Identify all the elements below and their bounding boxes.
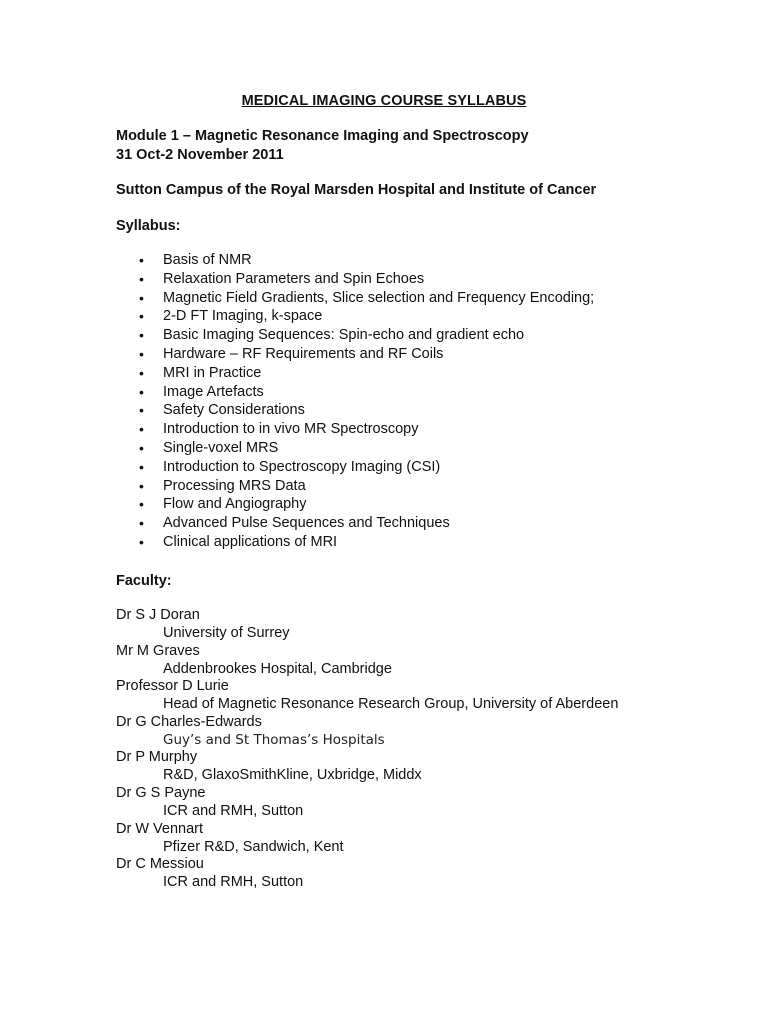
faculty-name: Dr G S Payne xyxy=(116,784,206,801)
syllabus-item-text: Introduction to in vivo MR Spectroscopy xyxy=(163,421,419,438)
faculty-affiliation: ICR and RMH, Sutton xyxy=(163,802,304,819)
faculty-name: Dr S J Doran xyxy=(116,607,200,623)
bullet-icon: • xyxy=(139,327,144,344)
bullet-icon: • xyxy=(139,458,144,475)
syllabus-heading: Syllabus: xyxy=(116,218,181,234)
bullet-icon: • xyxy=(139,308,144,325)
faculty-name: Dr P Murphy xyxy=(116,749,198,766)
syllabus-item-text: Advanced Pulse Sequences and Techniques xyxy=(163,515,450,532)
faculty-affiliation: Guy’s and St Thomas’s Hospitals xyxy=(163,731,385,748)
faculty-affiliation: ICR and RMH, Sutton xyxy=(163,874,304,891)
faculty-heading: Faculty: xyxy=(116,573,172,589)
bullet-icon: • xyxy=(139,439,144,456)
syllabus-item-text: 2-D FT Imaging, k-space xyxy=(163,308,323,325)
syllabus-item-text: Hardware – RF Requirements and RF Coils xyxy=(163,345,444,362)
syllabus-item-text: Processing MRS Data xyxy=(163,477,306,494)
syllabus-item-text: Image Artefacts xyxy=(163,383,264,400)
bullet-icon: • xyxy=(139,515,144,532)
syllabus-item-text: Flow and Angiography xyxy=(163,496,307,513)
faculty-affiliation: University of Surrey xyxy=(163,625,290,641)
faculty-affiliation: R&D, GlaxoSmithKline, Uxbridge, Middx xyxy=(163,767,422,784)
module-title: Module 1 – Magnetic Resonance Imaging and Spectroscopy xyxy=(116,128,529,144)
course-dates: 31 Oct-2 November 2011 xyxy=(116,147,284,163)
bullet-icon: • xyxy=(139,289,144,306)
syllabus-item-text: Relaxation Parameters and Spin Echoes xyxy=(163,270,425,287)
bullet-icon: • xyxy=(139,364,144,381)
bullet-icon: • xyxy=(139,421,144,438)
faculty-name: Dr G Charles-Edwards xyxy=(116,713,262,730)
syllabus-item-text: Basic Imaging Sequences: Spin-echo and gradient echo xyxy=(163,327,525,344)
bullet-icon: • xyxy=(139,345,144,362)
faculty-affiliation: Head of Magnetic Resonance Research Group, University of Aberdeen xyxy=(163,696,619,713)
syllabus-item-text: Clinical applications of MRI xyxy=(163,533,338,550)
syllabus-item-text: Safety Considerations xyxy=(163,402,305,419)
bullet-icon: • xyxy=(139,496,144,513)
bullet-icon: • xyxy=(139,533,144,550)
syllabus-item-text: Introduction to Spectroscopy Imaging (CSI) xyxy=(163,458,441,475)
document-title: MEDICAL IMAGING COURSE SYLLABUS xyxy=(241,93,527,109)
syllabus-item-text: Magnetic Field Gradients, Slice selection and Frequency Encoding; xyxy=(163,289,595,306)
bullet-icon: • xyxy=(139,477,144,494)
bullet-icon: • xyxy=(139,402,144,419)
faculty-affiliation: Pfizer R&D, Sandwich, Kent xyxy=(163,838,344,855)
bullet-icon: • xyxy=(139,252,144,268)
bullet-icon: • xyxy=(139,383,144,400)
syllabus-item-text: Basis of NMR xyxy=(163,252,252,268)
faculty-affiliation: Addenbrookes Hospital, Cambridge xyxy=(163,660,392,677)
faculty-name: Dr W Vennart xyxy=(116,820,204,837)
faculty-name: Dr C Messiou xyxy=(116,856,204,873)
syllabus-item-text: Single-voxel MRS xyxy=(163,439,279,456)
faculty-name: Mr M Graves xyxy=(116,642,200,659)
course-venue: Sutton Campus of the Royal Marsden Hospital and Institute of Cancer xyxy=(116,182,597,198)
syllabus-item-text: MRI in Practice xyxy=(163,364,262,381)
bullet-icon: • xyxy=(139,270,144,287)
faculty-name: Professor D Lurie xyxy=(116,678,229,695)
